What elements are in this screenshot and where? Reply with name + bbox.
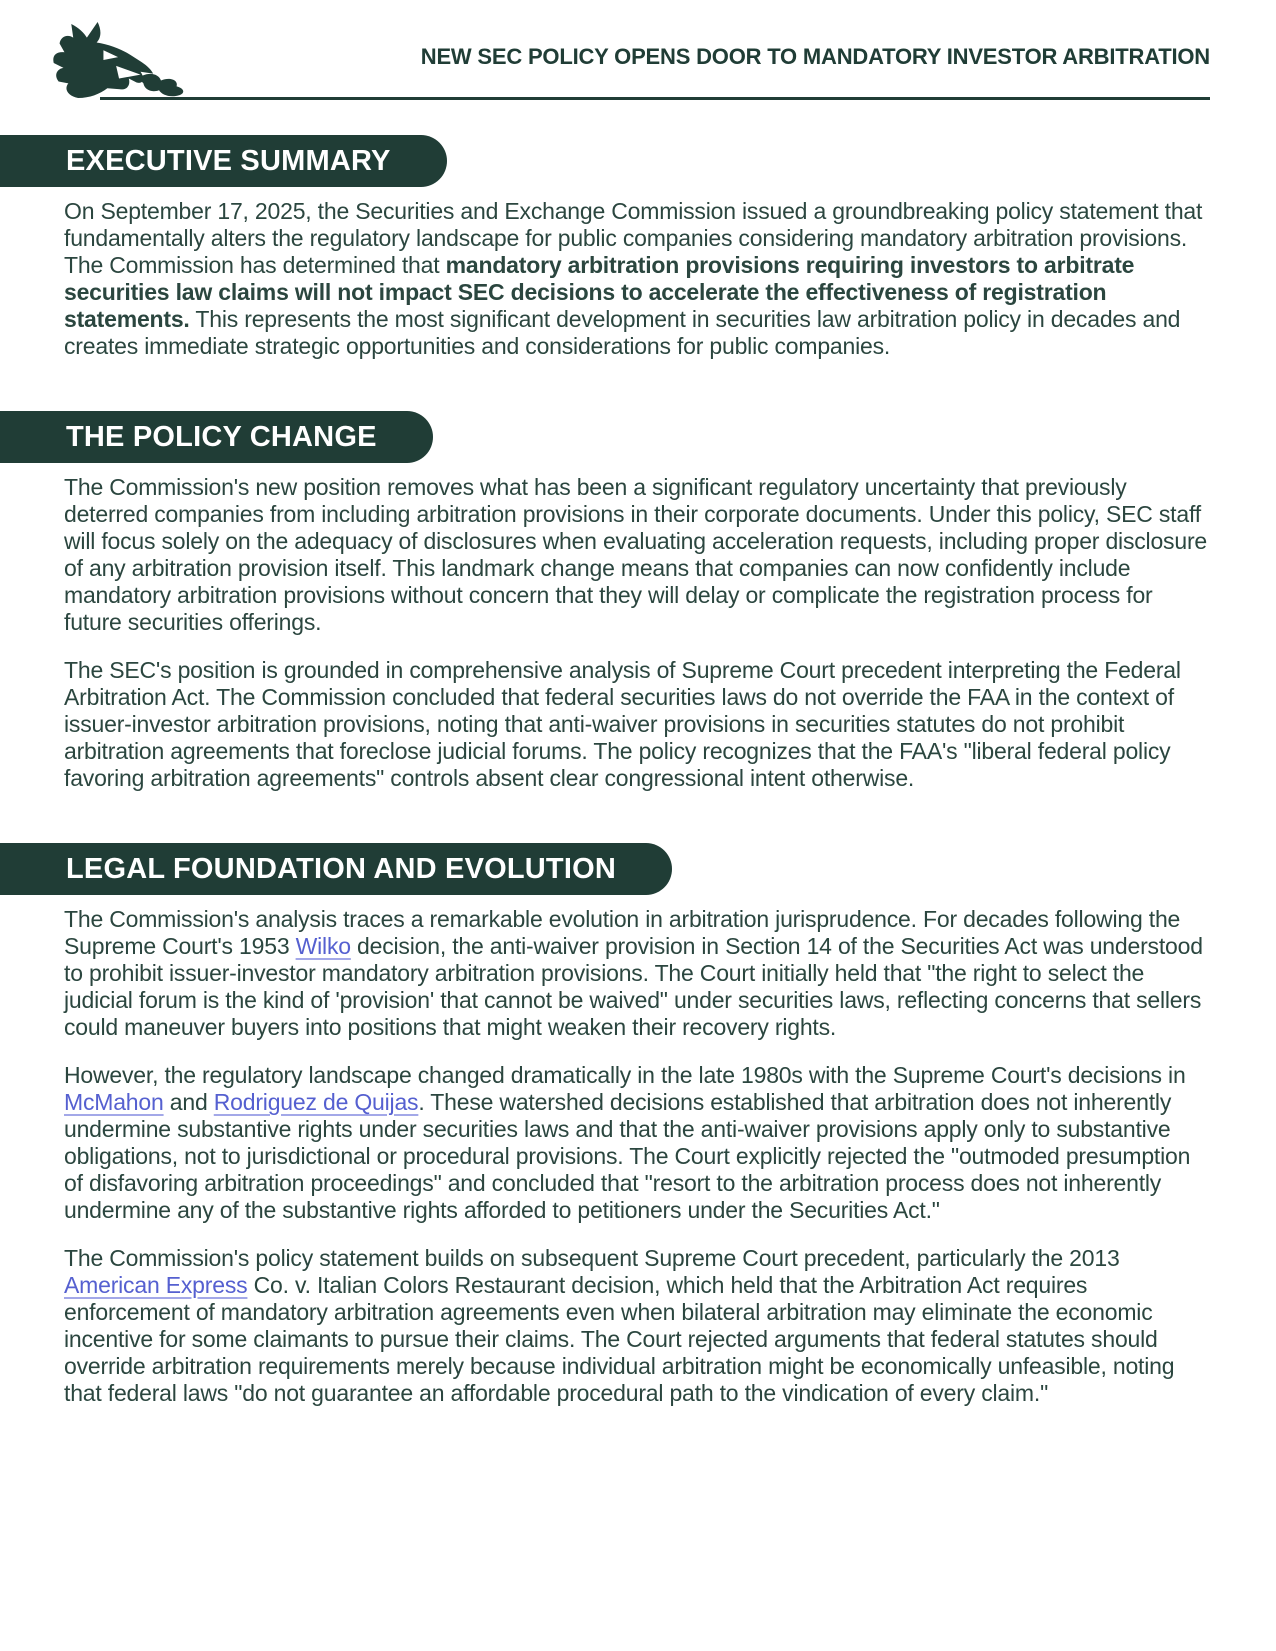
text-run: and: [163, 1089, 214, 1115]
paragraph-policy-change-1: [64, 474, 1212, 636]
page-title: NEW SEC POLICY OPENS DOOR TO MANDATORY INVESTOR ARBITRATION: [420, 44, 1210, 69]
section-policy-change: [0, 381, 1276, 792]
case-citation-link[interactable]: McMahon: [64, 1089, 164, 1115]
section-executive-summary: [0, 100, 1276, 360]
document-body: [0, 100, 1276, 1407]
paragraph-executive-summary-1: [64, 198, 1212, 360]
text-run: This represents the most significant development in securities law arbitration policy in decades and creates immediate strategic opportunities and considerations for public companies.: [64, 306, 1181, 359]
text-run: On September 17, 2025, the Securities and Exchange Commission issued a groundbreaking policy statement that fundamentally alters the regulatory landscape for public companies considering mandatory arbitration provisions. The Commission has determined that: [64, 198, 1203, 278]
case-citation-link[interactable]: American Express: [64, 1272, 248, 1298]
section-legal-foundation: [0, 813, 1276, 1407]
header-rule: [100, 97, 1210, 100]
emphasis-text: mandatory arbitration provisions requiring investors to arbitrate securities law claims will not impact SEC decisions to accelerate the effectiveness of registration statements.: [64, 252, 1135, 332]
page-header: [0, 0, 1276, 100]
section-heading-executive-summary: EXECUTIVE SUMMARY: [0, 135, 447, 187]
case-citation-link[interactable]: Wilko: [295, 933, 351, 959]
text-run: The Commission's analysis traces a remarkable evolution in arbitration jurisprudence. For decades following the Supreme Court's 1953: [64, 906, 1181, 959]
case-citation-link[interactable]: Rodriguez de Quijas: [213, 1089, 419, 1115]
section-heading-legal-foundation: LEGAL FOUNDATION AND EVOLUTION: [0, 843, 672, 895]
text-run: . These watershed decisions established that arbitration does not inherently undermine substantive rights under securities laws and that the anti-waiver provisions apply only to substantive obligations, not to jurisdictional or procedural provisions. The Court explicitly rejected the "outmoded presumption of disfavoring arbitration proceedings" and concluded that "resort to the arbitration process does not inherently undermine any of the substantive rights afforded to petitioners under the Securities Act.": [64, 1089, 1191, 1223]
text-run: The Commission's policy statement builds on subsequent Supreme Court precedent, particularly the 2013: [64, 1245, 1120, 1271]
section-heading-policy-change: THE POLICY CHANGE: [0, 411, 433, 463]
paragraph-policy-change-2: [64, 657, 1212, 792]
text-run: However, the regulatory landscape changed dramatically in the late 1980s with the Supreme Court's decisions in: [64, 1062, 1186, 1088]
text-run: Co. v. Italian Colors Restaurant decision, which held that the Arbitration Act requires enforcement of mandatory arbitration agreements even when bilateral arbitration may eliminate the economic incentive for some claimants to pursue their claims. The Court rejected arguments that federal statutes should override arbitration requirements merely because individual arbitration might be economically unfeasible, noting that federal laws "do not guarantee an affordable procedural path to the vindication of every claim.": [64, 1272, 1175, 1406]
dragon-logo-icon: [46, 22, 196, 100]
paragraph-legal-foundation-2: [64, 1062, 1212, 1224]
text-run: The Commission's new position removes what has been a significant regulatory uncertainty that previously deterred companies from including arbitration provisions in their corporate documents. Under this policy, SEC staff will focus solely on the adequacy of disclosures when evaluating acceleration requests, including proper disclosure of any arbitration provision itself. This landmark change means that companies can now confidently include mandatory arbitration provisions without concern that they will delay or complicate the registration process for future securities offerings.: [64, 474, 1207, 635]
text-run: The SEC's position is grounded in comprehensive analysis of Supreme Court precedent interpreting the Federal Arbitration Act. The Commission concluded that federal securities laws do not override the FAA in the context of issuer-investor arbitration provisions, noting that anti-waiver provisions in securities statutes do not prohibit arbitration agreements that foreclose judicial forums. The policy recognizes that the FAA's "liberal federal policy favoring arbitration agreements" controls absent clear congressional intent otherwise.: [64, 657, 1181, 791]
paragraph-legal-foundation-1: [64, 906, 1212, 1041]
text-run: decision, the anti-waiver provision in Section 14 of the Securities Act was understood to prohibit issuer-investor mandatory arbitration provisions. The Court initially held that "the right to select the judicial forum is the kind of 'provision' that cannot be waived" under securities laws, reflecting concerns that sellers could maneuver buyers into positions that might weaken their recovery rights.: [64, 933, 1203, 1040]
paragraph-legal-foundation-3: [64, 1245, 1212, 1407]
